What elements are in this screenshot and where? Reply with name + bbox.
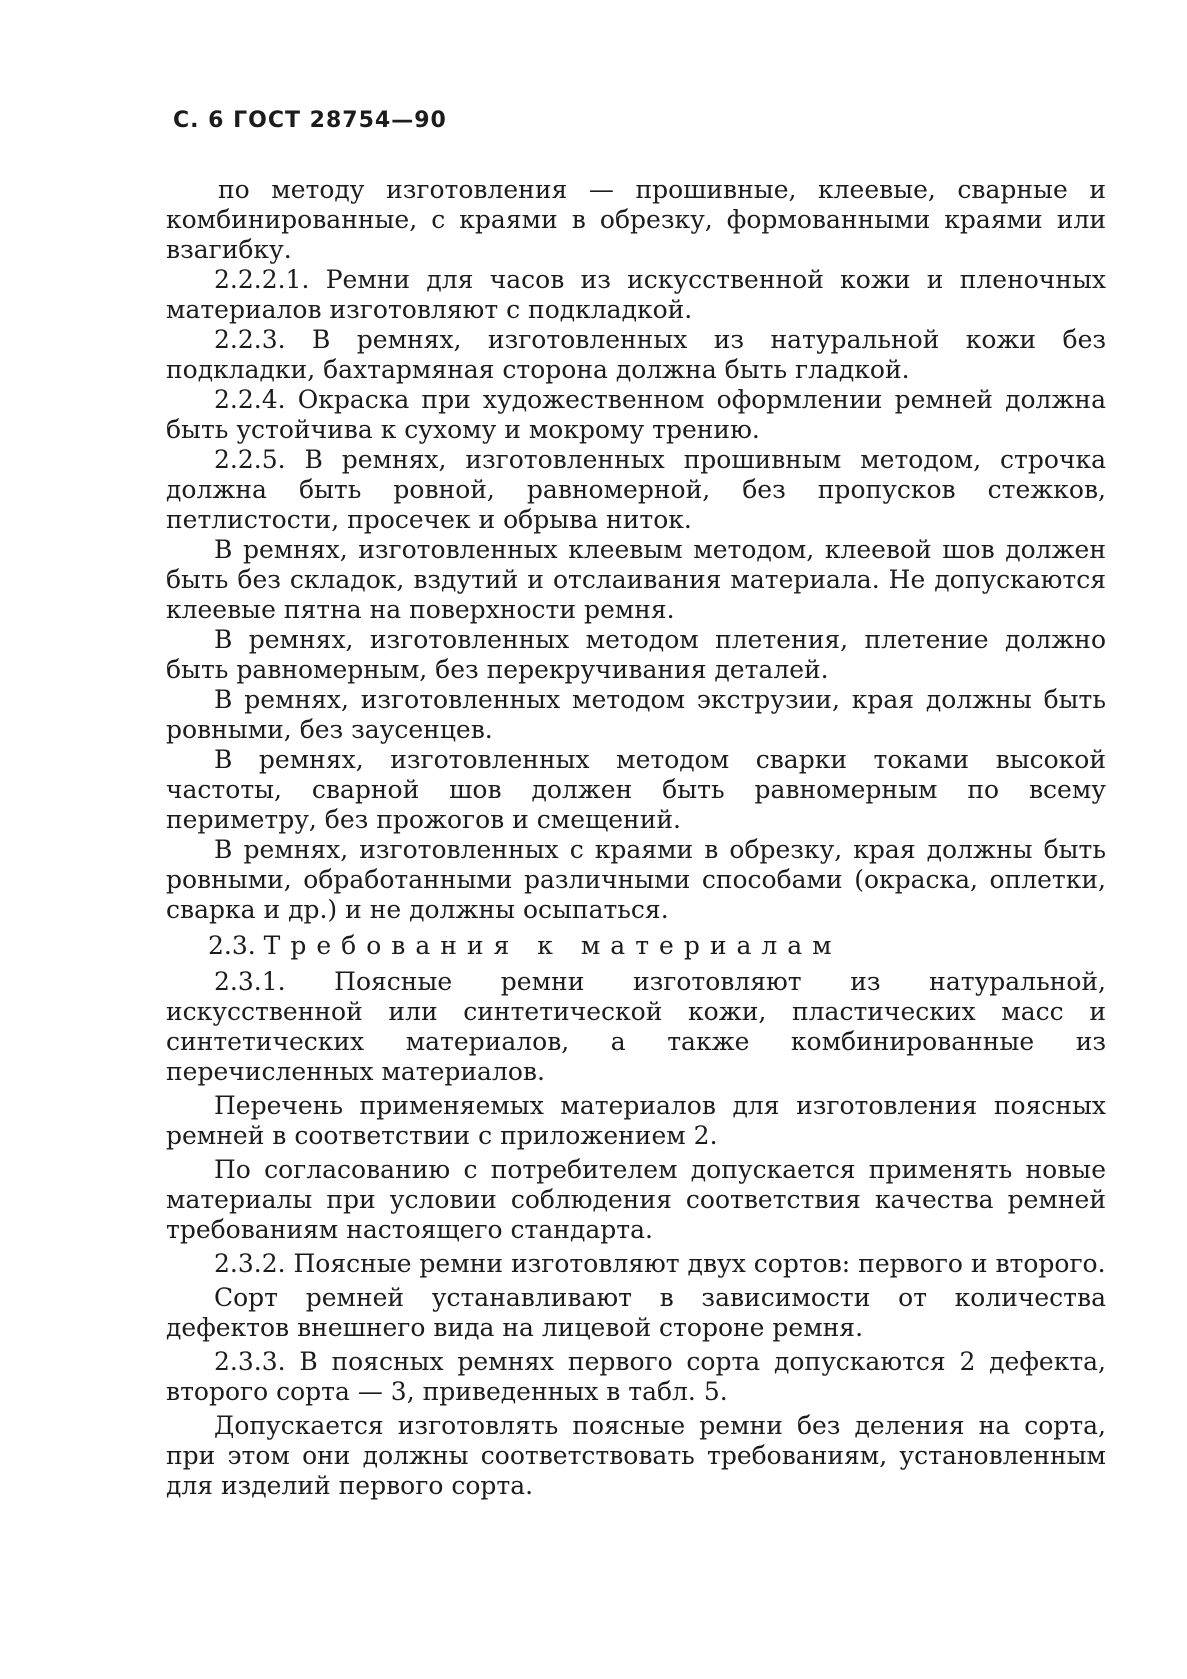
document-body — [166, 175, 1106, 1501]
section-number: 2.3. — [208, 931, 256, 960]
paragraph-weaving-method: В ремнях, изготовленных методом плетения, плетение должно быть равномерным, без перекручивания деталей. — [166, 625, 1106, 684]
paragraph-cut-edges: В ремнях, изготовленных с краями в обрезку, края должны быть ровными, обработанными различными способами (окраска, оплетки, сварка и др.) и не должны осыпаться. — [166, 835, 1106, 924]
page-header: С. 6 ГОСТ 28754—90 — [173, 108, 447, 133]
paragraph-2-3-2: 2.3.2. Поясные ремни изготовляют двух сортов: первого и второго. — [214, 1249, 1106, 1278]
paragraph-materials-list: Перечень применяемых материалов для изготовления поясных ремней в соответствии с приложением 2. — [166, 1091, 1106, 1150]
paragraph-2-2-5: 2.2.5. В ремнях, изготовленных прошивным методом, строчка должна быть ровной, равномерной, без пропусков стежков, петлистости, просечек и обрыва ниток. — [166, 445, 1106, 534]
paragraph-manufacturing-method: по методу изготовления — прошивные, клеевые, сварные и комбинированные, с краями в обрезку, формованными краями или взагибку. — [166, 175, 1106, 264]
paragraph-hf-welding-method: В ремнях, изготовленных методом сварки токами высокой частоты, сварной шов должен быть равномерным по всему периметру, без прожогов и смещений. — [166, 745, 1106, 834]
section-title: Требования к материалам — [263, 931, 842, 960]
section-heading-2-3 — [166, 931, 1106, 961]
paragraph-no-grading: Допускается изготовлять поясные ремни без деления на сорта, при этом они должны соответствовать требованиям, установленным для изделий первого сорта. — [166, 1411, 1106, 1500]
paragraph-2-2-4: 2.2.4. Окраска при художественном оформлении ремней должна быть устойчива к сухому и мокрому трению. — [166, 385, 1106, 444]
paragraph-new-materials: По согласованию с потребителем допускается применять новые материалы при условии соблюдения соответствия качества ремней требованиям настоящего стандарта. — [166, 1155, 1106, 1244]
paragraph-2-2-2-1: 2.2.2.1. Ремни для часов из искусственной кожи и пленочных материалов изготовляют с подкладкой. — [166, 265, 1106, 324]
paragraph-extrusion-method: В ремнях, изготовленных методом экструзии, края должны быть ровными, без заусенцев. — [166, 685, 1106, 744]
paragraph-grade-defects: Сорт ремней устанавливают в зависимости от количества дефектов внешнего вида на лицевой стороне ремня. — [166, 1283, 1106, 1342]
paragraph-glue-method: В ремнях, изготовленных клеевым методом, клеевой шов должен быть без складок, вздутий и отслаивания материала. Не допускаются клеевые пятна на поверхности ремня. — [166, 535, 1106, 624]
paragraph-2-3-1: 2.3.1. Поясные ремни изготовляют из натуральной, искусственной или синтетической кожи, пластических масс и синтетических материалов, а также комбинированные из перечисленных материалов. — [166, 967, 1106, 1086]
paragraph-2-3-3: 2.3.3. В поясных ремнях первого сорта допускаются 2 дефекта, второго сорта — 3, приведенных в табл. 5. — [166, 1347, 1106, 1406]
paragraph-2-2-3: 2.2.3. В ремнях, изготовленных из натуральной кожи без подкладки, бахтармяная сторона должна быть гладкой. — [166, 325, 1106, 384]
